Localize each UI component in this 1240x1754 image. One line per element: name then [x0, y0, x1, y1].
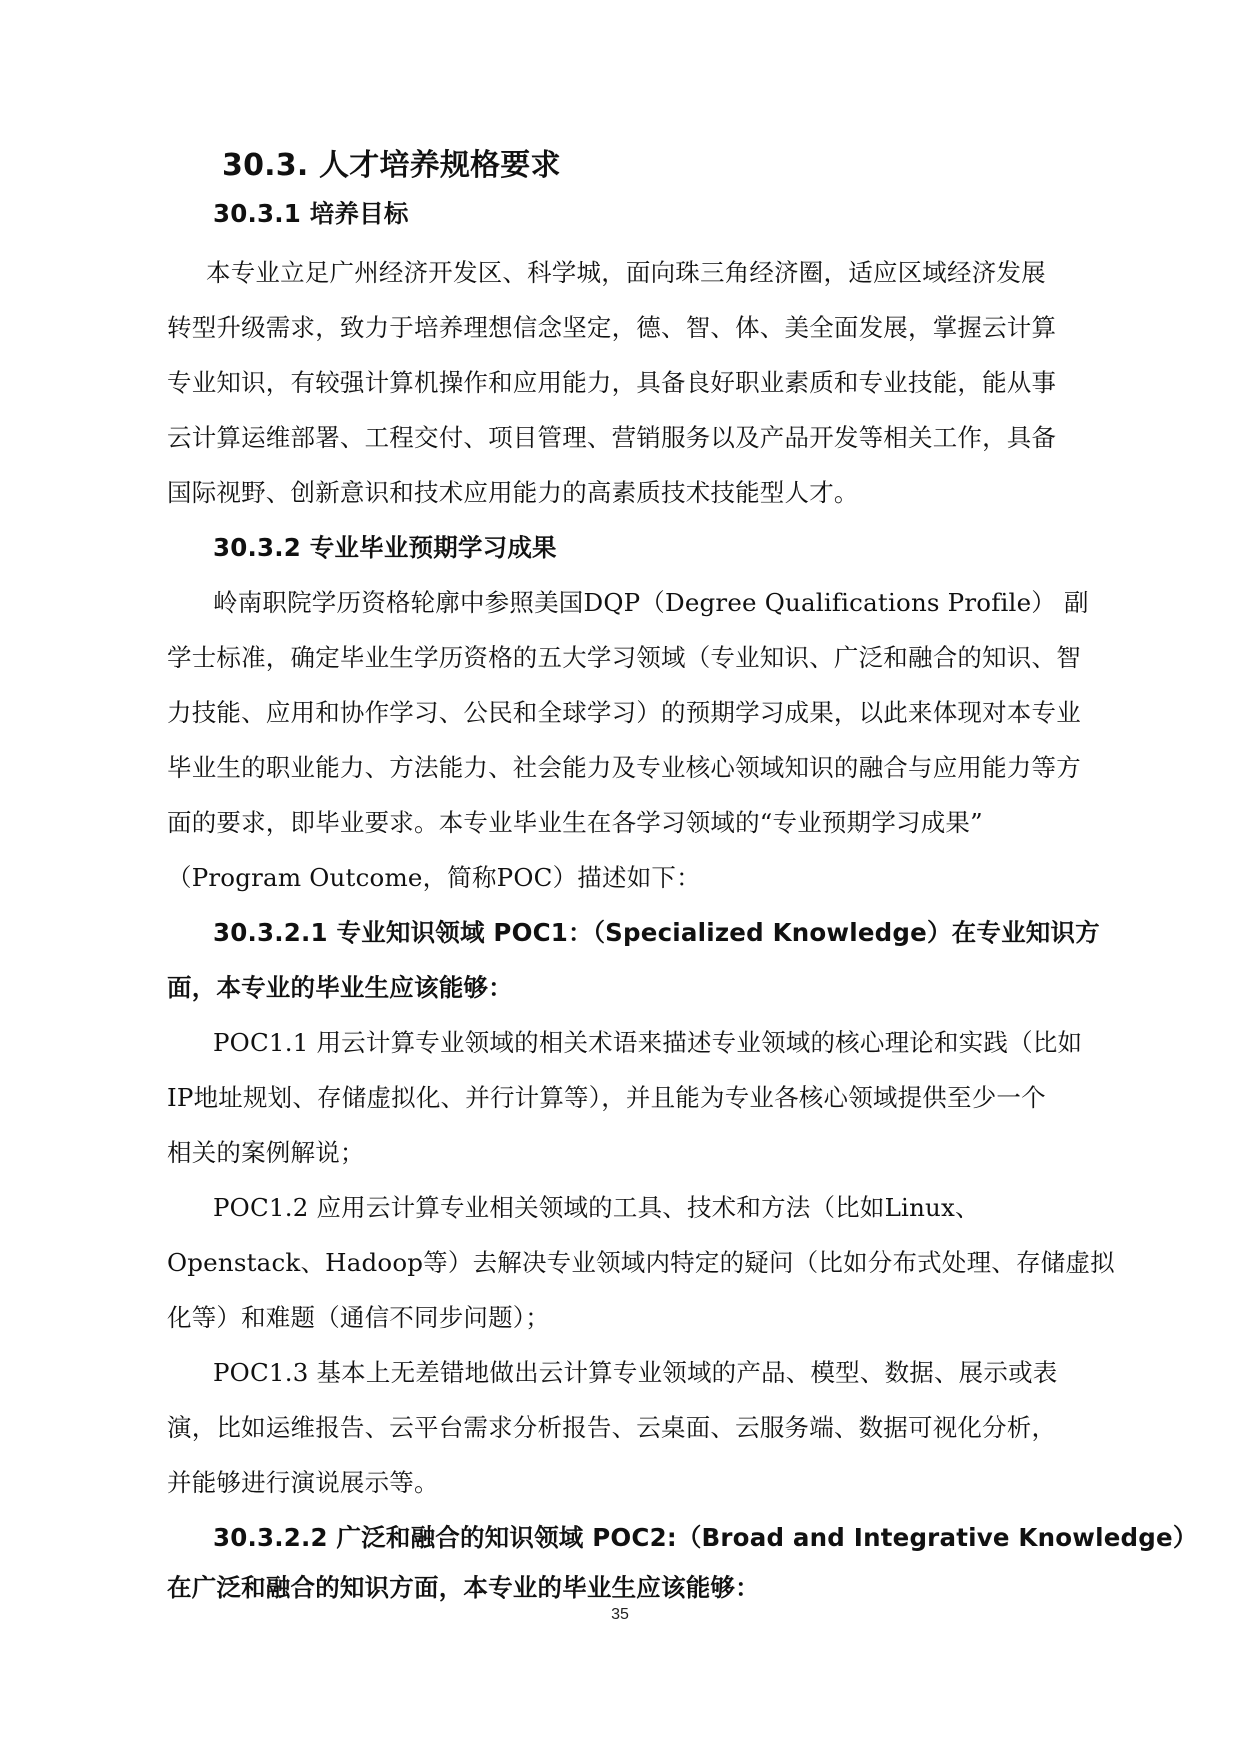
outcomes-paragraph-line: 面的要求，即毕业要求。本专业毕业生在各学习领域的“专业预期学习成果”	[167, 808, 983, 837]
outcomes-heading: 30.3.2 专业毕业预期学习成果	[213, 533, 557, 562]
poc1-heading-continued: 面，本专业的毕业生应该能够：	[167, 973, 513, 1002]
poc1-3-line: 演，比如运维报告、云平台需求分析报告、云桌面、云服务端、数据可视化分析，	[167, 1413, 1057, 1442]
poc2-heading-continued: 在广泛和融合的知识方面，本专业的毕业生应该能够：	[167, 1573, 760, 1602]
poc1-1-line: POC1.1 用云计算专业领域的相关术语来描述专业领域的核心理论和实践（比如	[213, 1028, 1083, 1057]
poc2-heading: 30.3.2.2 广泛和融合的知识领域 POC2:（Broad and Integrative Knowledge）	[213, 1523, 1198, 1552]
poc1-2-line: POC1.2 应用云计算专业相关领域的工具、技术和方法（比如Linux、	[213, 1193, 980, 1222]
section-heading: 30.3. 人才培养规格要求	[222, 148, 561, 183]
outcomes-paragraph-line: 毕业生的职业能力、方法能力、社会能力及专业核心领域知识的融合与应用能力等方	[167, 753, 1081, 782]
goal-paragraph-line: 本专业立足广州经济开发区、科学城，面向珠三角经济圈，适应区域经济发展	[206, 258, 1046, 287]
goal-paragraph-line: 国际视野、创新意识和技术应用能力的高素质技术技能型人才。	[167, 478, 859, 507]
poc1-2-line: Openstack、Hadoop等）去解决专业领域内特定的疑问（比如分布式处理、存储虚拟	[167, 1248, 1115, 1277]
goal-paragraph-line: 转型升级需求，致力于培养理想信念坚定，德、智、体、美全面发展，掌握云计算	[167, 313, 1057, 342]
goal-heading: 30.3.1 培养目标	[213, 199, 409, 228]
goal-paragraph-line: 云计算运维部署、工程交付、项目管理、营销服务以及产品开发等相关工作，具备	[167, 423, 1057, 452]
poc1-heading: 30.3.2.1 专业知识领域 POC1：（Specialized Knowledge）在专业知识方	[213, 918, 1100, 947]
poc1-1-line: IP地址规划、存储虚拟化、并行计算等），并且能为专业各核心领域提供至少一个	[167, 1083, 1046, 1112]
poc1-1-line: 相关的案例解说；	[167, 1138, 365, 1167]
outcomes-paragraph-line: 岭南职院学历资格轮廓中参照美国DQP（Degree Qualifications Profile） 副	[213, 588, 1089, 617]
page-number: 35	[611, 1606, 629, 1623]
poc1-3-line: POC1.3 基本上无差错地做出云计算专业领域的产品、模型、数据、展示或表	[213, 1358, 1058, 1387]
outcomes-paragraph-line: 力技能、应用和协作学习、公民和全球学习）的预期学习成果，以此来体现对本专业	[167, 698, 1081, 727]
outcomes-paragraph-line: 学士标准，确定毕业生学历资格的五大学习领域（专业知识、广泛和融合的知识、智	[167, 643, 1081, 672]
poc1-3-line: 并能够进行演说展示等。	[167, 1468, 439, 1497]
poc1-2-line: 化等）和难题（通信不同步问题）；	[167, 1303, 550, 1332]
outcomes-paragraph-line: （Program Outcome，简称POC）描述如下：	[167, 863, 701, 892]
goal-paragraph-line: 专业知识，有较强计算机操作和应用能力，具备良好职业素质和专业技能，能从事	[167, 368, 1057, 397]
